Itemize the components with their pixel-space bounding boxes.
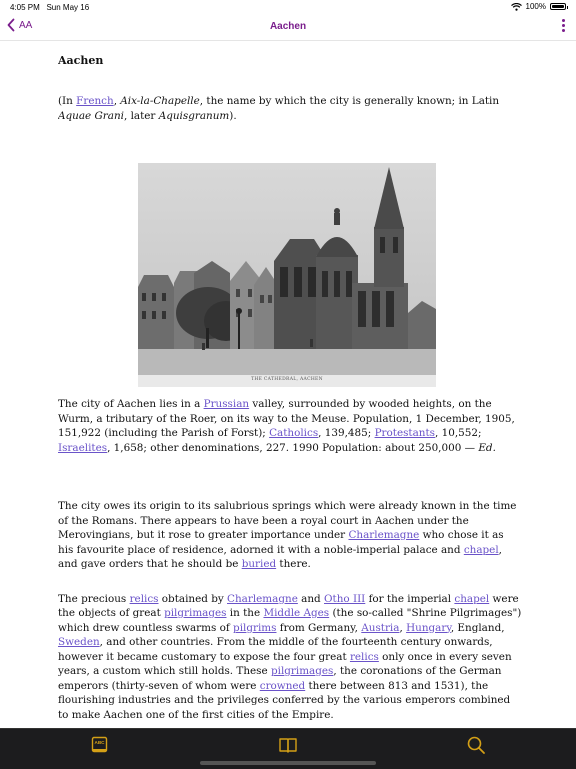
link-sweden[interactable]: Sweden bbox=[58, 636, 100, 648]
status-bar bbox=[0, 0, 576, 14]
link-pilgrimages[interactable]: pilgrimages bbox=[164, 607, 227, 619]
link-austria[interactable]: Austria bbox=[361, 621, 400, 634]
link-pilgrimages[interactable]: pilgrimages bbox=[270, 665, 334, 677]
home-indicator[interactable] bbox=[200, 761, 376, 765]
dictionary-icon[interactable] bbox=[90, 735, 110, 755]
link-hungary[interactable]: Hungary bbox=[406, 621, 451, 634]
paragraph-origin: The city owes its origin to its salubrious springs which were already known in the time of the Romans. There appears to have been a royal court in Aachen under the Merovingians, but it rose to greater importance under Charlemagne who chose it as his favourite place of residence, adorned it with a noble-imperial palace and chapel, and gave orders that he should be buried there. bbox=[58, 500, 517, 570]
more-vertical-icon[interactable] bbox=[560, 18, 566, 34]
page-title: Aachen bbox=[269, 21, 307, 32]
paragraph-intro: (In French, Aix-la-Chapelle, the name by which the city is generally known; in Latin Aquae Grani, later Aquisgranum). bbox=[58, 95, 500, 122]
book-icon[interactable] bbox=[278, 735, 298, 755]
paragraph-location: The city of Aachen lies in a Prussian valley, surrounded by wooded heights, on the Wurm, a tributary of the Roer, on its way to the Meuse. Population, 1 December, 1905, 151,922 (including the Parish of Forst); Catholics, 139,485; Protestants, 10,552; Israelites, 1,658; other denominations, 227. 1990 Population: about 250,000 — Ed. bbox=[58, 398, 515, 454]
article-heading: Aachen bbox=[58, 54, 104, 67]
link-prussian[interactable]: Prussian bbox=[203, 398, 250, 410]
back-label: AA bbox=[19, 19, 33, 31]
wifi-icon bbox=[511, 3, 522, 11]
link-buried[interactable]: buried bbox=[241, 558, 277, 570]
link-charlemagne[interactable]: Charlemagne bbox=[227, 592, 298, 605]
battery-icon bbox=[550, 3, 566, 10]
figure-caption: THE CATHEDRAL, AACHEN bbox=[251, 377, 323, 382]
link-otho-iii[interactable]: Otho III bbox=[324, 592, 366, 605]
link-chapel[interactable]: chapel bbox=[454, 592, 490, 605]
article-content[interactable] bbox=[58, 40, 522, 728]
nav-bar bbox=[0, 14, 576, 41]
status-right bbox=[511, 2, 566, 11]
link-pilgrims[interactable]: pilgrims bbox=[233, 621, 277, 634]
status-time: 4:05 PM Sun May 16 bbox=[10, 3, 90, 12]
link-relics[interactable]: relics bbox=[349, 650, 379, 663]
search-icon[interactable] bbox=[466, 735, 486, 755]
battery-percent: 100% bbox=[525, 2, 546, 11]
link-crowned[interactable]: crowned bbox=[259, 679, 306, 692]
link-catholics[interactable]: Catholics bbox=[269, 427, 319, 439]
link-israelites[interactable]: Israelites bbox=[58, 441, 108, 454]
paragraph-relics: The precious relics obtained by Charlemagne and Otho III for the imperial chapel were the objects of great pilgrimages in the Middle Ages (the so-called "Shrine Pilgrimages") which drew countless swarms of pilgrims from Germany, Austria, Hungary, England, Sweden, and other countries. From the middle of the fourteenth century onwards, however it became customary to expose the four great relics only once in every seven years, a custom which still holds. These pilgrimages, the coronations of the German emperors (thirty-seven of whom were crowned there between 813 and 1531), the flourishing industries and the privileges conferred by the various emperors combined to make Aachen one of the first cities of the Empire. bbox=[58, 592, 522, 721]
tab-bar bbox=[0, 728, 576, 769]
cathedral-image bbox=[138, 163, 436, 387]
link-protestants[interactable]: Protestants bbox=[374, 427, 436, 439]
dictionary-icon-label: ABC bbox=[94, 740, 105, 745]
link-relics[interactable]: relics bbox=[129, 592, 159, 605]
link-middle-ages[interactable]: Middle Ages bbox=[263, 607, 330, 619]
link-french[interactable]: French bbox=[76, 95, 114, 107]
link-chapel[interactable]: chapel bbox=[463, 543, 499, 556]
link-charlemagne[interactable]: Charlemagne bbox=[348, 529, 420, 541]
